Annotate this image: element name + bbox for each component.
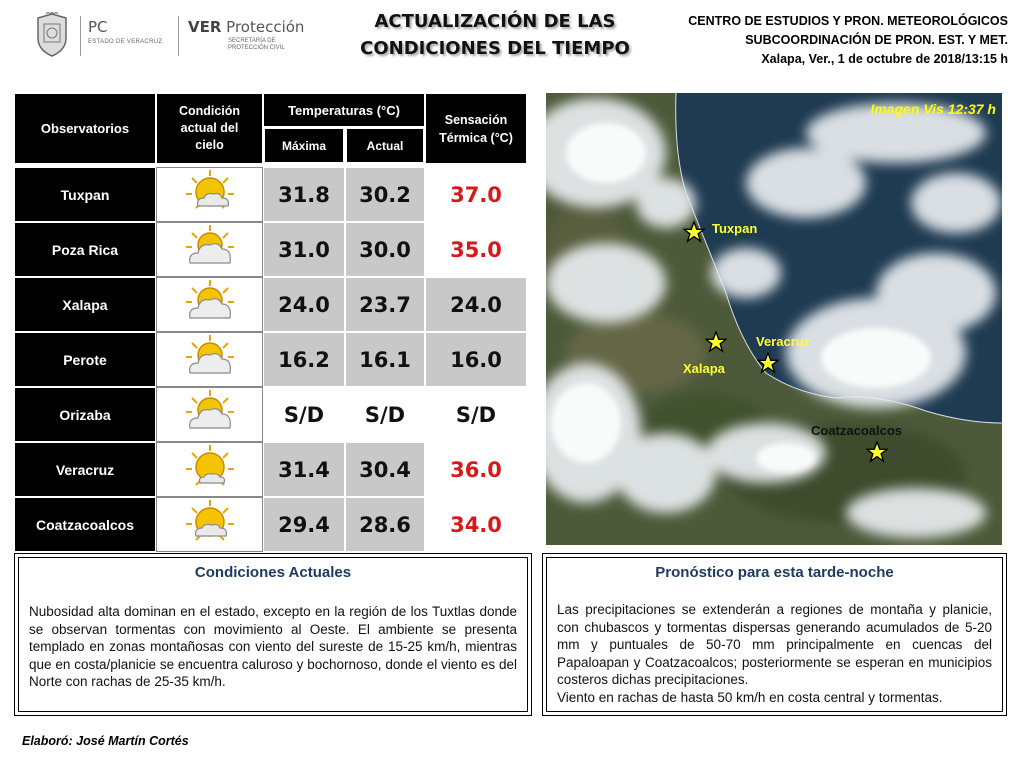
table-row [14,387,527,442]
partly-cloudy-sun-icon [182,498,238,546]
ver-subtitle [228,38,304,52]
pc-subtitle: ESTADO DE VERACRUZ [88,39,163,45]
star-marker-veracruz [757,352,779,374]
author-credit: Elaboró: José Martín Cortés [22,734,189,748]
observatory-name: Veracruz [14,442,156,497]
sky-condition-cell [156,332,263,387]
header-sensacion: Sensación Térmica (°C) [425,93,527,164]
table-row [14,332,527,387]
table-row [14,167,527,222]
divider [178,16,179,56]
city-label-veracruz: Veracruz [756,334,811,349]
forecast-paragraph-1: Las precipitaciones se extenderán a regiones de montaña y planicie, con chubascos y tormentas dispersas generando acumulados de 5-20 mm y puntuales de 50-70 mm principalmente en cuencas del Papaloapan y Coatzacoalcos; posteriormente se esperan en municipios costeros dichas precipitaciones. [557,602,992,688]
table-row [14,497,527,552]
mostly-cloudy-sun-icon [182,388,238,436]
current-conditions-box [14,553,532,716]
current-conditions-text: Nubosidad alta dominan en el estado, excepto en la región de los Tuxtlas donde se observan tormentas con movimiento al Oeste. El ambiente se presenta templado en zonas montañosas con viento del sureste de 15-25 km/h, mientras que en costa/planicie se encuentra caluroso y bochornoso, donde el viento es del Norte con rachas de 25-35 km/h. [29,604,517,690]
satellite-image [546,93,1002,545]
observatory-name: Perote [14,332,156,387]
sky-condition-cell [156,277,263,332]
thermal-sensation: 36.0 [425,442,527,497]
state-shield-logo [34,12,70,58]
temp-max: 31.4 [263,442,345,497]
temp-max: 31.0 [263,222,345,277]
page-title-line2: CONDICIONES DEL TIEMPO [360,38,630,59]
observatory-name: Xalapa [14,277,156,332]
header-actual: Actual [345,127,425,164]
ver-rest: Protección [221,18,305,36]
header-maxima: Máxima [263,127,345,164]
temp-max: 16.2 [263,332,345,387]
temp-actual: 30.4 [345,442,425,497]
thermal-sensation: 16.0 [425,332,527,387]
ver-bold: VER [188,18,222,36]
sky-condition-cell [156,167,263,222]
table-row [14,277,527,332]
current-conditions-inner [18,557,528,712]
mostly-cloudy-sun-icon [182,333,238,381]
sky-condition-cell [156,387,263,442]
header-observatorios: Observatorios [14,93,156,164]
temp-actual: S/D [345,387,425,442]
forecast-paragraph-2: Viento en rachas de hasta 50 km/h en costa central y tormentas. [557,689,943,705]
partly-cloudy-sun-icon [182,168,238,216]
temp-max: 24.0 [263,277,345,332]
satellite-timestamp: Imagen Vis 12:37 h [870,101,996,117]
sky-condition-cell [156,442,263,497]
star-marker-tuxpan [683,221,705,243]
divider [80,16,81,56]
table-row [14,222,527,277]
partly-cloudy-sun-icon [182,443,238,491]
observatory-name: Tuxpan [14,167,156,222]
ver-brand [188,18,304,52]
temp-max: 29.4 [263,497,345,552]
page-title [350,8,640,62]
temp-actual: 30.2 [345,167,425,222]
thermal-sensation: S/D [425,387,527,442]
ver-subtitle-line2: PROTECCIÓN CIVIL [228,45,285,51]
city-label-tuxpan: Tuxpan [712,221,758,236]
current-conditions-title: Condiciones Actuales [194,564,352,581]
observatories-table [14,93,527,552]
satellite-map [546,93,1002,545]
observatory-name: Poza Rica [14,222,156,277]
header-temperaturas: Temperaturas (°C) [263,93,425,127]
forecast-title: Pronóstico para esta tarde-noche [655,564,894,581]
logo-area [30,12,310,60]
temp-max: S/D [263,387,345,442]
observatory-name: Coatzacoalcos [14,497,156,552]
sky-condition-cell [156,497,263,552]
star-marker-coatzacoalcos [866,441,888,463]
center-line3: Xalapa, Ver., 1 de octubre de 2018/13:15 h [761,52,1008,66]
center-line1: CENTRO DE ESTUDIOS Y PRON. METEOROLÓGICOS [688,14,1008,28]
observatory-name: Orizaba [14,387,156,442]
city-label-coatzacoalcos: Coatzacoalcos [811,423,903,438]
temp-actual: 23.7 [345,277,425,332]
ver-subtitle-line1: SECRETARÍA DE [228,38,276,44]
page-title-line1: ACTUALIZACIÓN DE LAS [374,11,616,32]
thermal-sensation: 37.0 [425,167,527,222]
forecast-box [542,553,1007,716]
thermal-sensation: 35.0 [425,222,527,277]
mostly-cloudy-sun-icon [182,278,238,326]
center-line2: SUBCOORDINACIÓN DE PRON. EST. Y MET. [745,33,1008,47]
forecast-text [547,601,1002,707]
header-condicion: Condición actual del cielo [156,93,263,164]
sky-condition-cell [156,222,263,277]
temp-actual: 30.0 [345,222,425,277]
pc-title: PC [88,18,108,36]
pc-brand [88,18,162,45]
star-marker-xalapa [705,331,727,353]
temp-max: 31.8 [263,167,345,222]
forecast-inner [546,557,1003,712]
temp-actual: 16.1 [345,332,425,387]
mostly-cloudy-sun-icon [182,223,238,271]
center-info [688,12,1008,69]
ver-title [188,18,304,36]
thermal-sensation: 34.0 [425,497,527,552]
temp-actual: 28.6 [345,497,425,552]
thermal-sensation: 24.0 [425,277,527,332]
table-row [14,442,527,497]
city-label-xalapa: Xalapa [683,361,725,376]
